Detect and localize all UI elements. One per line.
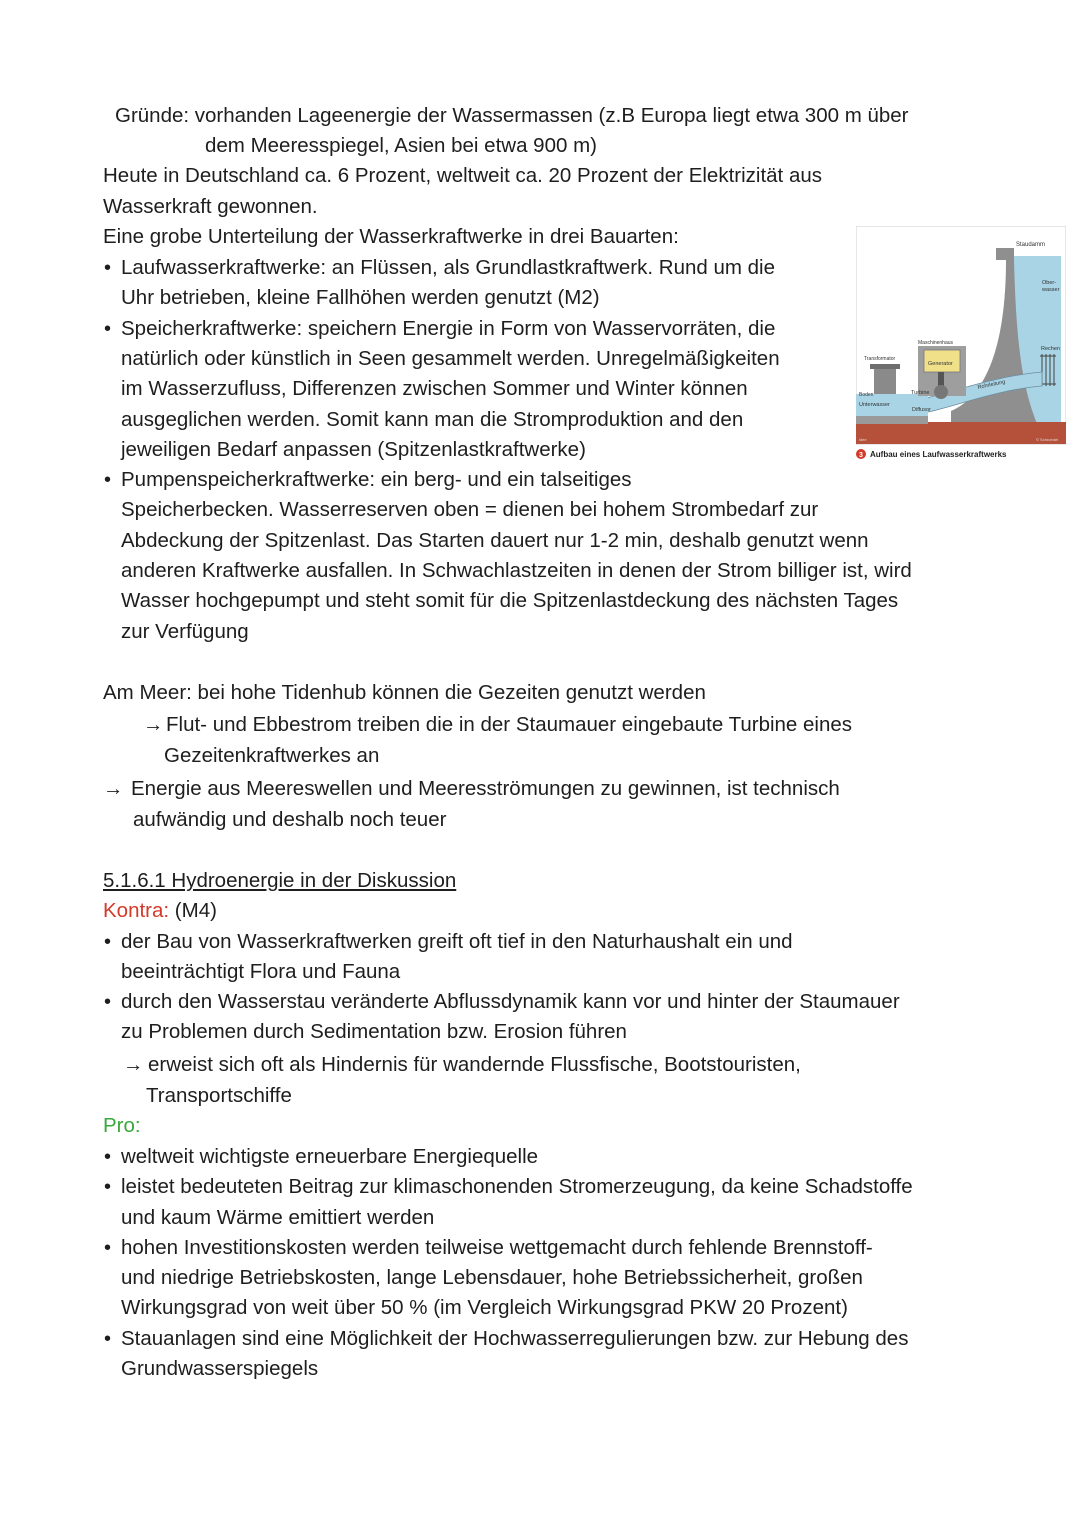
pro-3-line-1: hohen Investitionskosten werden teilweise wettgemacht durch fehlende Brennstoff- bbox=[121, 1236, 873, 1259]
bauart-speicher-line-4: ausgeglichen werden. Somit kann man die Stromproduktion and den bbox=[121, 408, 744, 431]
kontra-1-line-2: beeinträchtigt Flora und Fauna bbox=[121, 960, 401, 983]
svg-text:Maschinenhaus: Maschinenhaus bbox=[918, 340, 954, 346]
bauart-speicher-line-3: im Wasserzufluss, Differenzen zwischen Sommer und Winter können bbox=[121, 377, 748, 400]
bullet-dot: • bbox=[104, 318, 112, 340]
gruende-line-2: dem Meeresspiegel, Asien bei etwa 900 m) bbox=[205, 134, 597, 157]
svg-text:Transformator: Transformator bbox=[864, 356, 896, 362]
kontra-arrow-line-1: erweist sich oft als Hindernis für wandernde Flussfische, Bootstouristen, bbox=[148, 1053, 801, 1076]
arrow-right-icon: → bbox=[103, 777, 124, 800]
pro-4-line-2: Grundwasserspiegels bbox=[121, 1357, 319, 1380]
pro-2-line-1: leistet bedeuteten Beitrag zur klimaschonenden Stromerzeugung, da keine Schadstoffe bbox=[121, 1175, 913, 1198]
gruende-line-1: Gründe: vorhanden Lageenergie der Wassermassen (z.B Europa liegt etwa 300 m über bbox=[115, 104, 909, 127]
arrow-right-icon: → bbox=[143, 713, 164, 736]
laufwasserkraftwerk-diagram bbox=[856, 226, 1066, 462]
bauart-pumpen-line-2: Speicherbecken. Wasserreserven oben = dienen bei hohem Strombedarf zur bbox=[121, 498, 819, 521]
svg-text:ldee: ldee bbox=[859, 437, 867, 442]
kontra-arrow-line-2: Transportschiffe bbox=[146, 1084, 292, 1107]
svg-text:Diffusor: Diffusor bbox=[912, 407, 931, 413]
svg-text:Rechen: Rechen bbox=[1041, 346, 1060, 352]
svg-text:Unterwasser: Unterwasser bbox=[859, 402, 890, 408]
svg-text:Ober-: Ober- bbox=[1042, 280, 1057, 286]
bauart-pumpen-line-5: Wasser hochgepumpt und steht somit für die Spitzenlastdeckung des nächsten Tages bbox=[121, 589, 899, 612]
svg-text:Staudamm: Staudamm bbox=[1016, 242, 1046, 248]
transformer bbox=[874, 366, 896, 394]
svg-text:Boden: Boden bbox=[859, 392, 874, 398]
river-bed bbox=[856, 416, 928, 424]
svg-text:Turbine: Turbine bbox=[911, 390, 930, 396]
svg-text:© Schroedel: © Schroedel bbox=[1036, 437, 1059, 442]
meer-arrow2-line-2: aufwändig und deshalb noch teuer bbox=[133, 808, 447, 831]
svg-text:3: 3 bbox=[859, 452, 863, 459]
kontra-2-line-1: durch den Wasserstau veränderte Abflussdynamik kann vor und hinter der Staumauer bbox=[121, 990, 900, 1013]
pro-3-line-2: und niedrige Betriebskosten, lange Lebensdauer, hohe Betriebssicherheit, großen bbox=[121, 1266, 863, 1289]
bullet-dot: • bbox=[104, 1328, 112, 1350]
meer-arrow1-line-1: Flut- und Ebbestrom treiben die in der Staumauer eingebaute Turbine eines bbox=[166, 713, 853, 736]
pro-2-line-2: und kaum Wärme emittiert werden bbox=[121, 1206, 435, 1229]
bauart-pumpen-line-6: zur Verfügung bbox=[121, 620, 249, 643]
diagram-caption: Aufbau eines Laufwasserkraftwerks bbox=[870, 450, 1007, 459]
meer-line: Am Meer: bei hohe Tidenhub können die Gezeiten genutzt werden bbox=[103, 681, 706, 704]
heute-line-2: Wasserkraft gewonnen. bbox=[103, 195, 318, 218]
turbine-wheel bbox=[934, 385, 948, 399]
bullet-dot: • bbox=[104, 1237, 112, 1259]
meer-arrow1-line-2: Gezeitenkraftwerkes an bbox=[164, 744, 380, 767]
bullet-dot: • bbox=[104, 1176, 112, 1198]
bauart-laufwasser-line-2: Uhr betrieben, kleine Fallhöhen werden genutzt (M2) bbox=[121, 286, 600, 309]
bauart-speicher-line-1: Speicherkraftwerke: speichern Energie in Form von Wasservorräten, die bbox=[121, 317, 776, 340]
kontra-2-line-2: zu Problemen durch Sedimentation bzw. Erosion führen bbox=[121, 1020, 627, 1043]
svg-text:Generator: Generator bbox=[928, 361, 953, 367]
bullet-dot: • bbox=[104, 1146, 112, 1168]
pro-3-line-3: Wirkungsgrad von weit über 50 % (im Vergleich Wirkungsgrad PKW 20 Prozent) bbox=[121, 1296, 848, 1319]
bauart-pumpen-line-4: anderen Kraftwerke ausfallen. In Schwachlastzeiten in denen der Strom billiger ist, wird bbox=[121, 559, 912, 582]
section-heading: 5.1.6.1 Hydroenergie in der Diskussion bbox=[103, 869, 457, 892]
svg-text:wasser: wasser bbox=[1042, 287, 1060, 293]
pro-4-line-1: Stauanlagen sind eine Möglichkeit der Hochwasserregulierungen bzw. zur Hebung des bbox=[121, 1327, 909, 1350]
ground bbox=[856, 422, 1066, 444]
bullet-dot: • bbox=[104, 257, 112, 279]
bullet-dot: • bbox=[104, 931, 112, 953]
pro-1-line-1: weltweit wichtigste erneuerbare Energiequelle bbox=[121, 1145, 539, 1168]
bauart-laufwasser-line-1: Laufwasserkraftwerke: an Flüssen, als Grundlastkraftwerk. Rund um die bbox=[121, 256, 775, 279]
bullet-dot: • bbox=[104, 469, 112, 491]
kontra-ref: (M4) bbox=[169, 899, 217, 922]
meer-arrow2-line-1: Energie aus Meereswellen und Meeresströmungen zu gewinnen, ist technisch bbox=[131, 777, 840, 800]
kontra-heading bbox=[103, 898, 217, 924]
pro-label: Pro: bbox=[103, 1114, 141, 1137]
bauart-speicher-line-5: jeweiligen Bedarf anpassen (Spitzenlastkraftwerke) bbox=[121, 438, 586, 461]
kontra-1-line-1: der Bau von Wasserkraftwerken greift oft tief in den Naturhaushalt ein und bbox=[121, 930, 793, 953]
bauart-pumpen-line-3: Abdeckung der Spitzenlast. Das Starten dauert nur 1-2 min, deshalb genutzt wenn bbox=[121, 529, 869, 552]
einteilung-line: Eine grobe Unterteilung der Wasserkraftwerke in drei Bauarten: bbox=[103, 225, 679, 248]
arrow-right-icon: → bbox=[123, 1053, 144, 1076]
bauart-speicher-line-2: natürlich oder künstlich in Seen gesammelt werden. Unregelmäßigkeiten bbox=[121, 347, 780, 370]
kontra-label: Kontra: bbox=[103, 899, 170, 922]
bauart-pumpen-line-1: Pumpenspeicherkraftwerke: ein berg- und ein talseitiges bbox=[121, 468, 632, 491]
bullet-dot: • bbox=[104, 991, 112, 1013]
svg-text:Rohrleitung: Rohrleitung bbox=[977, 379, 1006, 391]
heute-line-1: Heute in Deutschland ca. 6 Prozent, weltweit ca. 20 Prozent der Elektrizität aus bbox=[103, 164, 823, 187]
diagram-illustration bbox=[856, 226, 1066, 462]
